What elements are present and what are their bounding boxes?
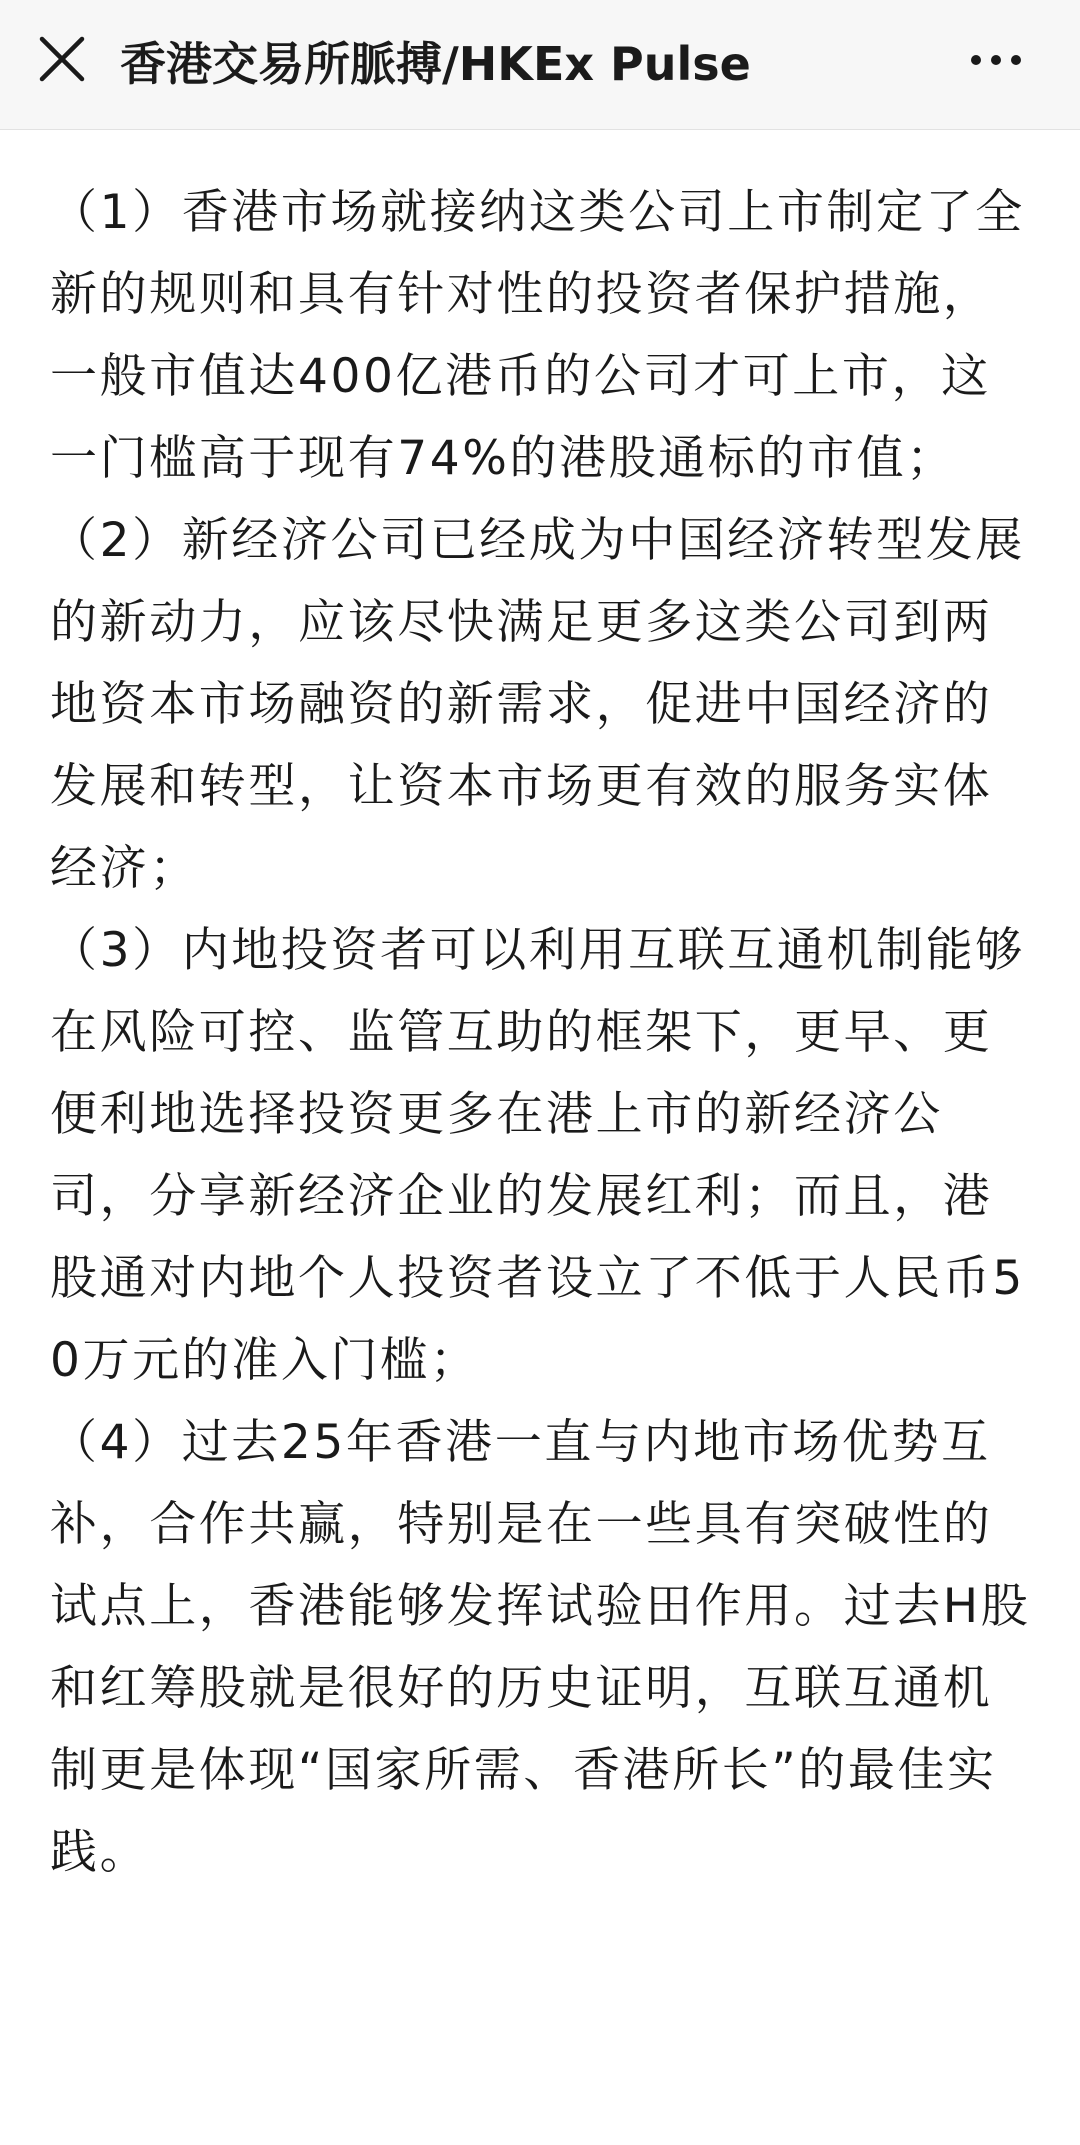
article-body bbox=[50, 172, 1036, 1894]
close-icon[interactable] bbox=[36, 33, 88, 85]
top-bar bbox=[0, 0, 1080, 130]
article-paragraph-4: （4）过去25年香港一直与内地市场优势互补，合作共赢，特别是在一些具有突破性的试点上，香港能够发挥试验田作用。过去H股和红筹股就是很好的历史证明，互联互通机制更是体现“国家所需、香港所长”的最佳实践。 bbox=[50, 1415, 1031, 1880]
more-options-icon[interactable] bbox=[966, 40, 1026, 80]
article-paragraph-1: （1）香港市场就接纳这类公司上市制定了全新的规则和具有针对性的投资者保护措施，一般市值达400亿港币的公司才可上市，这一门槛高于现有74%的港股通标的市值； bbox=[50, 185, 1025, 486]
page-title: 香港交易所脈搏/HKEx Pulse bbox=[120, 37, 751, 91]
article-paragraph-2: （2）新经济公司已经成为中国经济转型发展的新动力，应该尽快满足更多这类公司到两地资本市场融资的新需求，促进中国经济的发展和转型，让资本市场更有效的服务实体经济； bbox=[50, 513, 1025, 896]
article-paragraph-3: （3）内地投资者可以利用互联互通机制能够在风险可控、监管互助的框架下，更早、更便利地选择投资更多在港上市的新经济公司，分享新经济企业的发展红利；而且，港股通对内地个人投资者设立了不低于人民币50万元的准入门槛； bbox=[50, 923, 1025, 1388]
